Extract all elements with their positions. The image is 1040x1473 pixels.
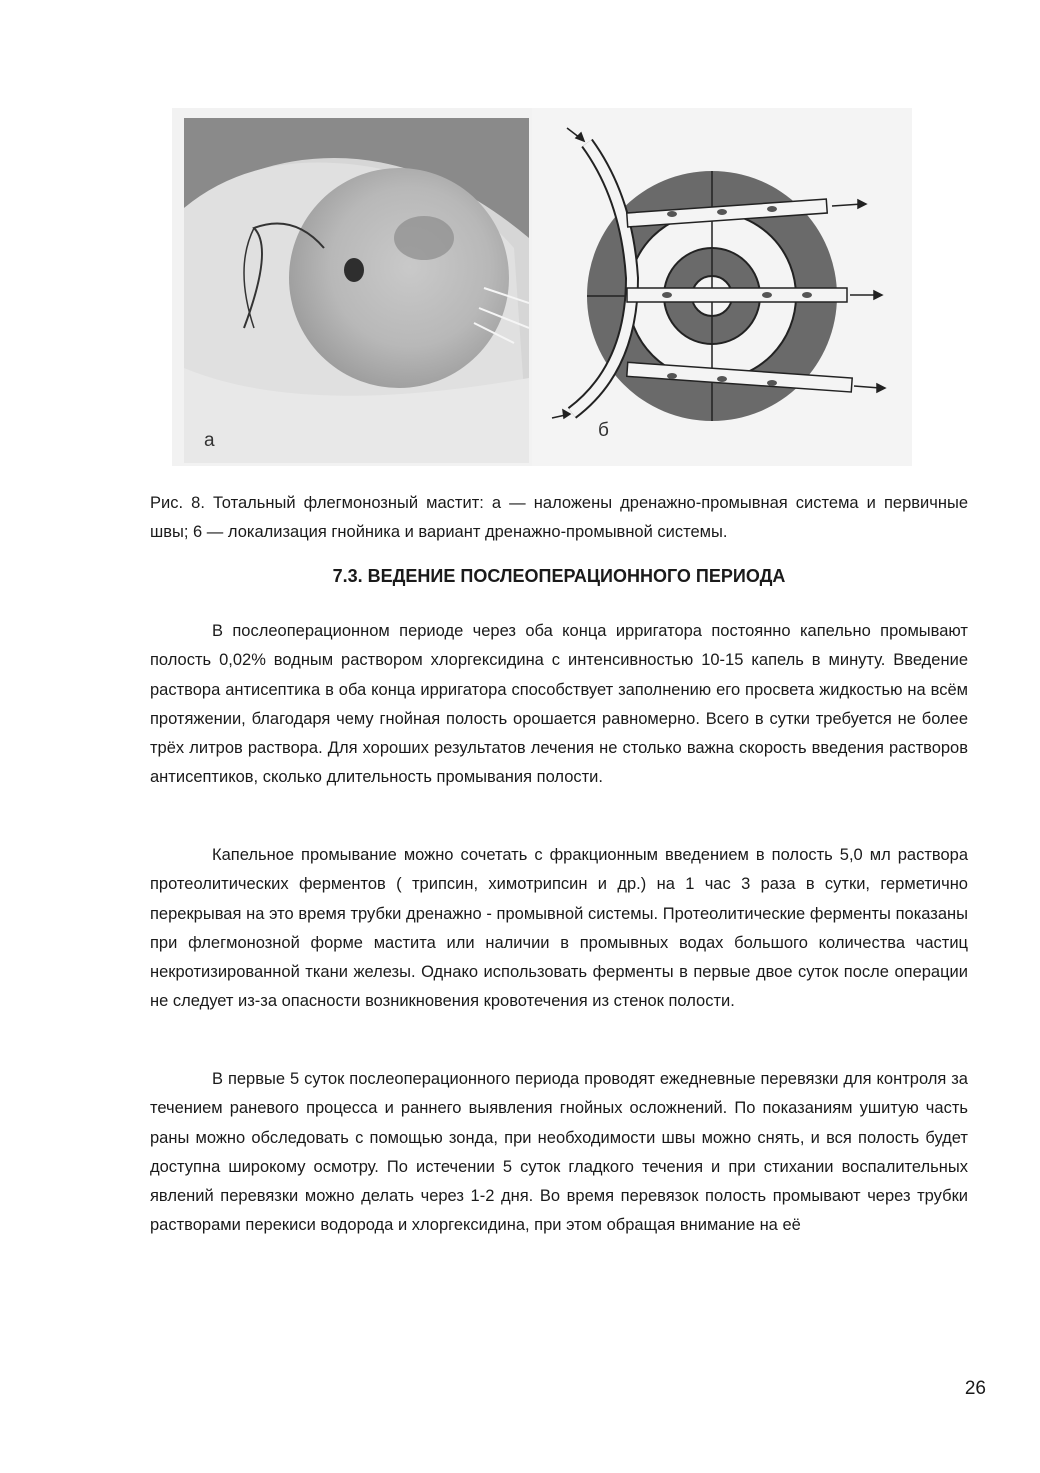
- drainage-diagram: [532, 108, 912, 466]
- clinical-photo: [184, 118, 529, 463]
- panel-label-a: а: [204, 430, 215, 451]
- breast-photo-illustration: [184, 118, 529, 463]
- panel-label-b: б: [598, 420, 609, 441]
- figure-caption: Рис. 8. Тотальный флегмонозный мастит: а — наложены дренажно-промывная система и первичные швы; 6 — локализация гнойника и вариант дренажно-промывной системы.: [150, 494, 968, 541]
- drainage-system-diagram: [532, 108, 912, 466]
- paragraph-3: В первые 5 суток послеоперационного периода проводят ежедневные перевязки для контроля за течением раневого процесса и раннего выявления гнойных осложнений. По показаниям ушитую часть раны можно обследовать с помощью зонда, при необходимости швы можно снять, и вся полость будет доступна широкому осмотру. По истечении 5 суток гладкого течения и при стихании воспалительных явлений перевязки можно делать через 1-2 дня. Во время перевязок полость промывают через трубки растворами перекиси водорода и хлоргексидина, при этом обращая внимание на её: [150, 1070, 968, 1235]
- paragraph-1: В послеоперационном периоде через оба конца ирригатора постоянно капельно промывают полость 0,02% водным раствором хлоргексидина с интенсивностью 10-15 капель в минуту. Введение раствора антисептика в оба конца ирригатора способствует заполнению его просвета жидкостью на всём протяжении, благодаря чему гнойная полость орошается равномерно. Всего в сутки требуется не более трёх литров раствора. Для хороших результатов лечения не столько важна скорость введения растворов антисептиков, сколько длительность промывания полости.: [150, 622, 968, 787]
- figure-8: [172, 108, 912, 466]
- page-number: 26: [964, 1378, 986, 1399]
- section-heading: 7.3. ВЕДЕНИЕ ПОСЛЕОПЕРАЦИОННОГО ПЕРИОДА: [332, 566, 786, 586]
- paragraph-2: Капельное промывание можно сочетать с фракционным введением в полость 5,0 мл раствора протеолитических ферментов ( трипсин, химотрипсин и др.) на 1 час 3 раза в сутки, герметично перекрывая на это время трубки дренажно - промывной системы. Протеолитические ферменты показаны при флегмонозной форме мастита или наличии в промывных водах большого количества частиц некротизированной ткани железы. Однако использовать ферменты в первые двое суток после операции не следует из-за опасности возникновения кровотечения из стенок полости.: [150, 846, 968, 1011]
